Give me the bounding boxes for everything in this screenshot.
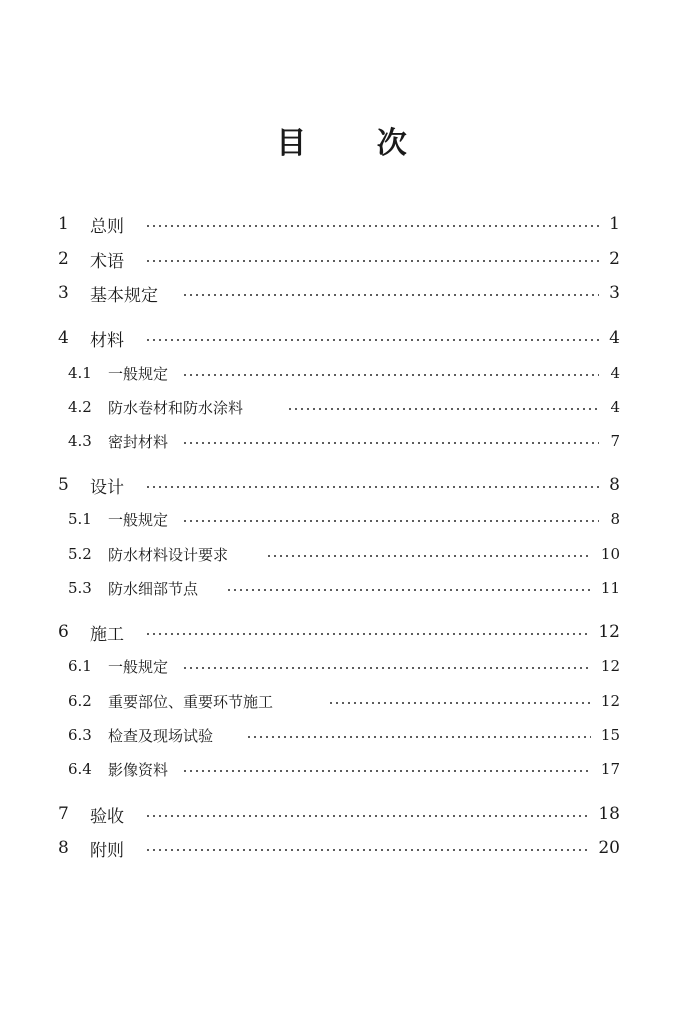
toc-entry[interactable] — [0, 247, 683, 271]
toc-entry-label: 基本规定 — [90, 285, 158, 306]
toc-entry-label: 材料 — [90, 330, 124, 351]
toc-entry-page: 1 — [609, 214, 620, 234]
toc-subentry[interactable] — [0, 576, 683, 600]
toc-leader-dots — [182, 667, 591, 669]
toc-leader-dots — [145, 225, 599, 227]
toc-leader-dots — [145, 339, 599, 341]
toc-entry-number: 6 — [58, 622, 69, 642]
toc-entry-label: 施工 — [90, 624, 124, 645]
toc-leader-dots — [328, 702, 591, 704]
toc-entry-label: 附则 — [90, 840, 124, 861]
toc-entry[interactable] — [0, 620, 683, 644]
toc-entry-label: 防水卷材和防水涂料 — [108, 398, 244, 417]
toc-leader-dots — [182, 294, 599, 296]
toc-entry-label: 总则 — [90, 216, 124, 237]
toc-entry-page: 11 — [600, 579, 620, 597]
toc-entry-page: 8 — [610, 510, 620, 528]
toc-leader-dots — [145, 486, 599, 488]
toc-entry-number: 5 — [58, 475, 69, 495]
toc-subentry[interactable] — [0, 507, 683, 531]
toc-entry-label: 设计 — [90, 477, 124, 498]
toc-entry-number: 2 — [58, 249, 69, 269]
toc-subentry[interactable] — [0, 654, 683, 678]
toc-leader-dots — [287, 408, 599, 410]
toc-entry-page: 15 — [600, 726, 620, 744]
toc-entry-label: 防水材料设计要求 — [108, 545, 229, 564]
toc-entry-number: 6.1 — [68, 657, 92, 675]
toc-entry-label: 重要部位、重要环节施工 — [108, 692, 274, 711]
toc-subentry[interactable] — [0, 723, 683, 747]
toc-entry-number: 5.1 — [68, 510, 92, 528]
toc-entry-number: 1 — [58, 214, 69, 234]
toc-entry-number: 7 — [58, 804, 69, 824]
toc-entry[interactable] — [0, 212, 683, 236]
toc-leader-dots — [246, 736, 591, 738]
toc-entry-number: 5.3 — [68, 579, 92, 597]
toc-entry-page: 20 — [598, 838, 620, 858]
toc-entry-label: 检查及现场试验 — [108, 726, 214, 745]
toc-entry-number: 4.2 — [68, 398, 92, 416]
toc-entry-page: 17 — [600, 760, 620, 778]
toc-entry-number: 6.2 — [68, 692, 92, 710]
toc-leader-dots — [182, 770, 591, 772]
toc-entry-label: 影像资料 — [108, 760, 169, 779]
toc-entry[interactable] — [0, 473, 683, 497]
toc-leader-dots — [145, 849, 591, 851]
toc-subentry[interactable] — [0, 429, 683, 453]
toc-leader-dots — [182, 442, 599, 444]
toc-entry-page: 12 — [600, 657, 620, 675]
toc-entry-label: 防水细部节点 — [108, 579, 199, 598]
toc-entry-number: 6.3 — [68, 726, 92, 744]
toc-entry-label: 术语 — [90, 251, 124, 272]
toc-entry-number: 4.1 — [68, 364, 92, 382]
toc-leader-dots — [145, 815, 591, 817]
toc-entry-page: 12 — [600, 692, 620, 710]
toc-entry-page: 12 — [598, 622, 620, 642]
toc-leader-dots — [145, 633, 591, 635]
toc-entry-page: 2 — [609, 249, 620, 269]
toc-entry-number: 4.3 — [68, 432, 92, 450]
toc-entry-page: 8 — [609, 475, 620, 495]
toc-leader-dots — [226, 589, 591, 591]
toc-entry-number: 8 — [58, 838, 69, 858]
toc-entry-label: 验收 — [90, 806, 124, 827]
toc-entry[interactable] — [0, 802, 683, 826]
toc-subentry[interactable] — [0, 395, 683, 419]
toc-subentry[interactable] — [0, 757, 683, 781]
toc-leader-dots — [266, 555, 591, 557]
toc-entry-page: 18 — [598, 804, 620, 824]
toc-entry-page: 3 — [609, 283, 620, 303]
toc-leader-dots — [145, 260, 599, 262]
toc-entry-page: 10 — [600, 545, 620, 563]
toc-subentry[interactable] — [0, 361, 683, 385]
toc-entry[interactable] — [0, 281, 683, 305]
toc-subentry[interactable] — [0, 542, 683, 566]
toc-entry-label: 密封材料 — [108, 432, 169, 451]
toc-entry-label: 一般规定 — [108, 657, 169, 676]
page-title: 目 次 — [276, 126, 437, 161]
toc-entry-page: 7 — [610, 432, 620, 450]
toc-entry-page: 4 — [610, 398, 620, 416]
toc-entry-number: 6.4 — [68, 760, 92, 778]
toc-entry-label: 一般规定 — [108, 364, 169, 383]
toc-entry[interactable] — [0, 326, 683, 350]
toc-entry-page: 4 — [609, 328, 620, 348]
toc-entry[interactable] — [0, 836, 683, 860]
toc-entry-number: 5.2 — [68, 545, 92, 563]
toc-entry-label: 一般规定 — [108, 510, 169, 529]
toc-leader-dots — [182, 374, 599, 376]
toc-entry-number: 3 — [58, 283, 69, 303]
toc-entry-number: 4 — [58, 328, 69, 348]
toc-leader-dots — [182, 520, 599, 522]
toc-subentry[interactable] — [0, 689, 683, 713]
toc-entry-page: 4 — [610, 364, 620, 382]
